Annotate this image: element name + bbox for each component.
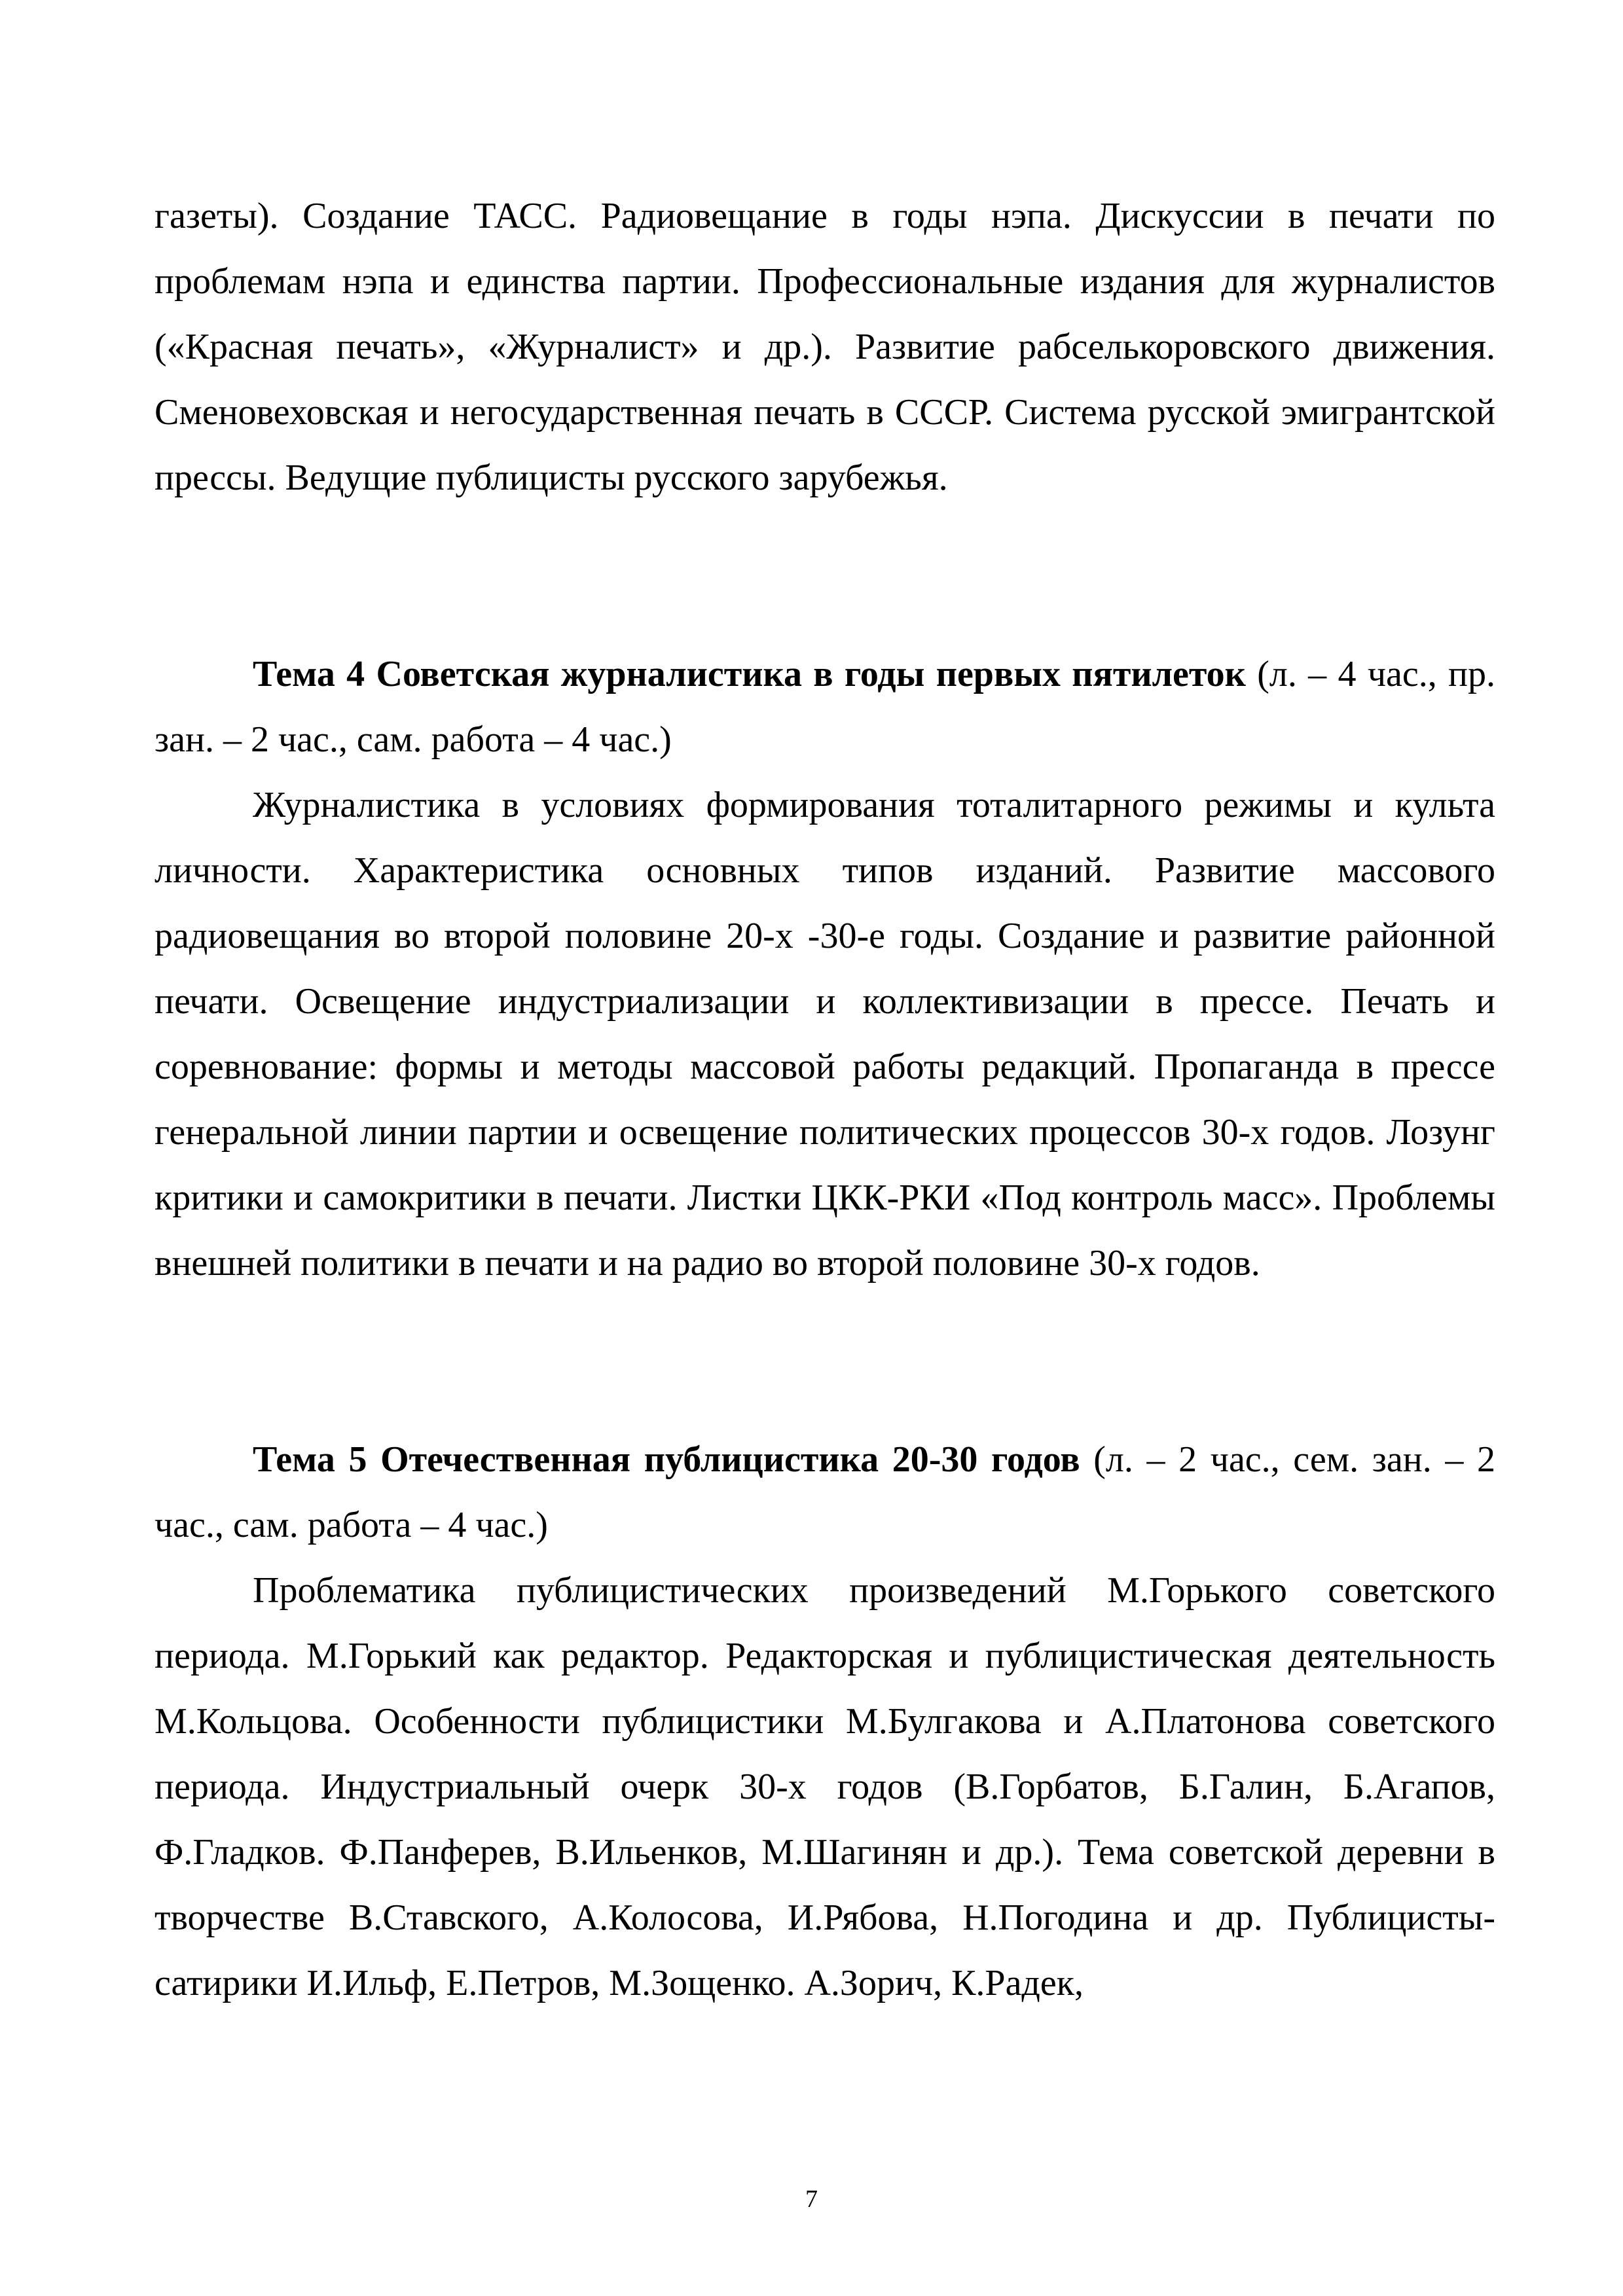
- topic-4-heading: [155, 641, 1495, 772]
- topic-4-body: Журналистика в условиях формирования тоталитарного режимы и культа личности. Характеристика основных типов изданий. Развитие массового радиовещания во второй половине 20-х -30-е годы. Создание и развитие районной печати. Освещение индустриализации и коллективизации в прессе. Печать и соревнование: формы и методы массовой работы редакций. Пропаганда в прессе генеральной линии партии и освещение политических процессов 30-х годов. Лозунг критики и самокритики в печати. Листки ЦКК-РКИ «Под контроль масс». Проблемы внешней политики в печати и на радио во второй половине 30-х годов.: [155, 785, 1495, 1283]
- topic-5-section: [155, 1427, 1495, 2016]
- intro-paragraph: газеты). Создание ТАСС. Радиовещание в годы нэпа. Дискуссии в печати по проблемам нэпа и единства партии. Профессиональные издания для журналистов («Красная печать», «Журналист» и др.). Развитие рабселькоровского движения. Сменовеховская и негосударственная печать в СССР. Система русской эмигрантской прессы. Ведущие публицисты русского зарубежья.: [155, 196, 1495, 498]
- topic-4-section: [155, 641, 1495, 1296]
- topic-5-title: Тема 5 Отечественная публицистика 20-30 годов: [253, 1439, 1080, 1480]
- topic-5-heading: [155, 1427, 1495, 1558]
- topic-5-hours: (л. – 2 час., сем. зан. – 2 час., сам. работа – 4 час.): [155, 1439, 1495, 1545]
- topic-5-body: Проблематика публицистических произведений М.Горького советского периода. М.Горький как редактор. Редакторская и публицистическая деятельность М.Кольцова. Особенности публицистики М.Булгакова и А.Платонова советского периода. Индустриальный очерк 30-х годов (В.Горбатов, Б.Галин, Б.Агапов, Ф.Гладков. Ф.Панферев, В.Ильенков, М.Шагинян и др.). Тема советской деревни в творчестве В.Ставского, А.Колосова, И.Рябова, Н.Погодина и др. Публицисты-сатирики И.Ильф, Е.Петров, М.Зощенко. А.Зорич, К.Радек,: [155, 1570, 1495, 2003]
- topic-4-hours: (л. – 4 час., пр. зан. – 2 час., сам. работа – 4 час.): [155, 654, 1496, 760]
- topic-4-title: Тема 4 Советская журналистика в годы первых пятилеток: [253, 654, 1246, 694]
- page-number: 7: [805, 2185, 818, 2213]
- intro-section: [155, 183, 1495, 511]
